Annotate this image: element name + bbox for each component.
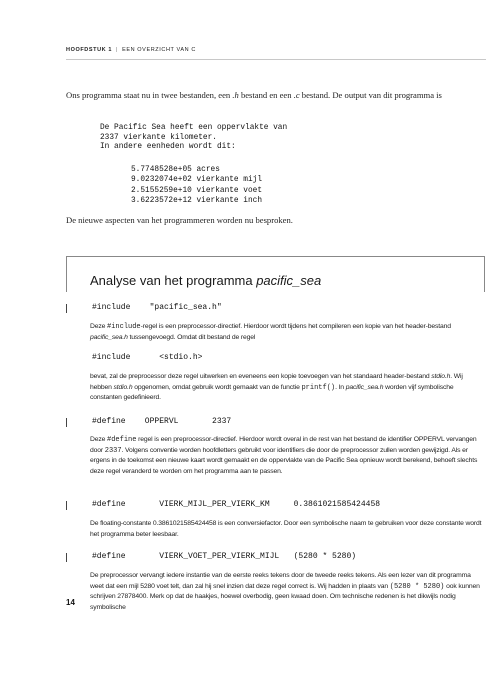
explanation-conversion: De floating-constante 0.3861021585424458 is een conversiefactor. Door een symbolische naam te gebruiken voor deze constante wordt het programma beter leesbaar. [90,520,482,538]
text-span: . In [335,383,346,391]
intro-paragraph [66,90,474,102]
margin-bar [66,553,67,562]
explanation-stdio [90,372,483,404]
code-line-define-vierk-voet: #define VIERK_VOET_PER_VIERK_MIJL (5280 * 5280) [92,552,357,561]
margin-bar [66,501,67,510]
running-head-chapter: HOOFDSTUK 1 [66,47,113,53]
section-title [90,273,321,288]
text-span: Deze [90,323,108,330]
explanation-preprocessor [90,571,483,613]
text-span: . Wij hebben [90,373,463,391]
text-span: opgenomen, omdat gebruik wordt gemaakt van de functie [132,383,302,391]
margin-bar [66,304,67,313]
inline-filename: pacific_sea.h [90,333,128,341]
program-output-block: De Pacific Sea heeft een oppervlakte van 2337 vierkante kilometer. In andere eenheden wordt dit: [100,124,288,152]
header-rule [66,59,486,60]
intro-ext-c: .c [293,90,300,100]
running-head-title: EEN OVERZICHT VAN C [122,47,196,53]
inline-code: #define [107,436,137,444]
text-span: De preprocessor vervangt iedere instantie van de eerste reeks tekens door de tweede reeks tekens. Als een lezer van dit programma weet dat een mijl 5280 voet telt, dan zal hij snel inzien dat deze regel correct is. Wij hadden in plaats van [90,572,471,590]
intro-text-2: bestand en een [238,90,294,100]
code-line-include-pacific: #include "pacific_sea.h" [92,303,222,312]
inline-filename: stdio.h [113,383,133,391]
inline-code: printf() [301,383,336,392]
section-title-italic: pacific_sea [256,273,322,288]
explanation-include [90,322,483,343]
page-number: 14 [66,598,75,607]
intro-ext-h: .h [232,90,239,100]
running-head-separator: | [116,47,119,53]
intro-text-1: Ons programma staat nu in twee bestanden, een [66,90,233,100]
running-head [66,47,196,53]
inline-code: #include [107,323,141,331]
code-line-define-vierk-mijl: #define VIERK_MIJL_PER_VIERK_KM 0.3861021585424458 [92,500,381,509]
inline-code: (5280 * 5280) [389,582,445,591]
explanation-define-oppervl [90,435,483,477]
text-span: regel is een preprocessor-directief. Hierdoor wordt overal in de rest van het bestand de identifier OPPERVL vervangen door [90,436,477,454]
text-span: . Volgens conventie worden hoofdletters gebruikt voor identifiers die door de preprocessor zullen worden gewijzigd. Als er ergens in de toekomst een nieuwe kaart wordt gemaakt en de oppervlakte van de Pacific Sea opnieuw wordt berekend, behoeft slechts deze regel veranderd te worden om het programma aan te passen. [90,446,478,475]
intro-text-3: bestand. De output van dit programma is [299,90,442,100]
inline-filename: pacific_sea.h [345,383,384,391]
text-span: tussengevoegd. Omdat dit bestand de regel [127,333,256,341]
text-span: Deze [90,436,108,443]
margin-bar [66,418,67,427]
text-span: bevat, zal de preprocessor deze regel uitwerken en eveneens een kopie toevoegen van het standaard header-bestand [90,373,432,380]
program-output-values: 5.7748528e+05 acres 9.0232074e+02 vierkante mijl 2.5155259e+10 vierkante voet 3.6223572e+12 vierkante inch [131,166,263,206]
outro-paragraph: De nieuwe aspecten van het programmeren worden nu besproken. [66,215,293,225]
inline-code: 2337 [104,446,122,455]
code-line-include-stdio: #include <stdio.h> [92,353,203,362]
section-title-plain: Analyse van het programma [90,273,257,288]
text-span: worden vijf symbolische constanten gedefinieerd. [90,383,454,402]
text-span: -regel is een preprocessor-directief. Hierdoor wordt tijdens het compileren een kopie van het header-bestand [140,323,451,330]
inline-filename: stdio.h [431,373,451,380]
text-span: ook kunnen schrijven 27878400. Merk op dat de haakjes, hoewel overbodig, geen kwaad doen. Om technische redenen is het dikwijls nodig symbolische [90,582,480,611]
code-line-define-oppervl: #define OPPERVL 2337 [92,417,232,426]
